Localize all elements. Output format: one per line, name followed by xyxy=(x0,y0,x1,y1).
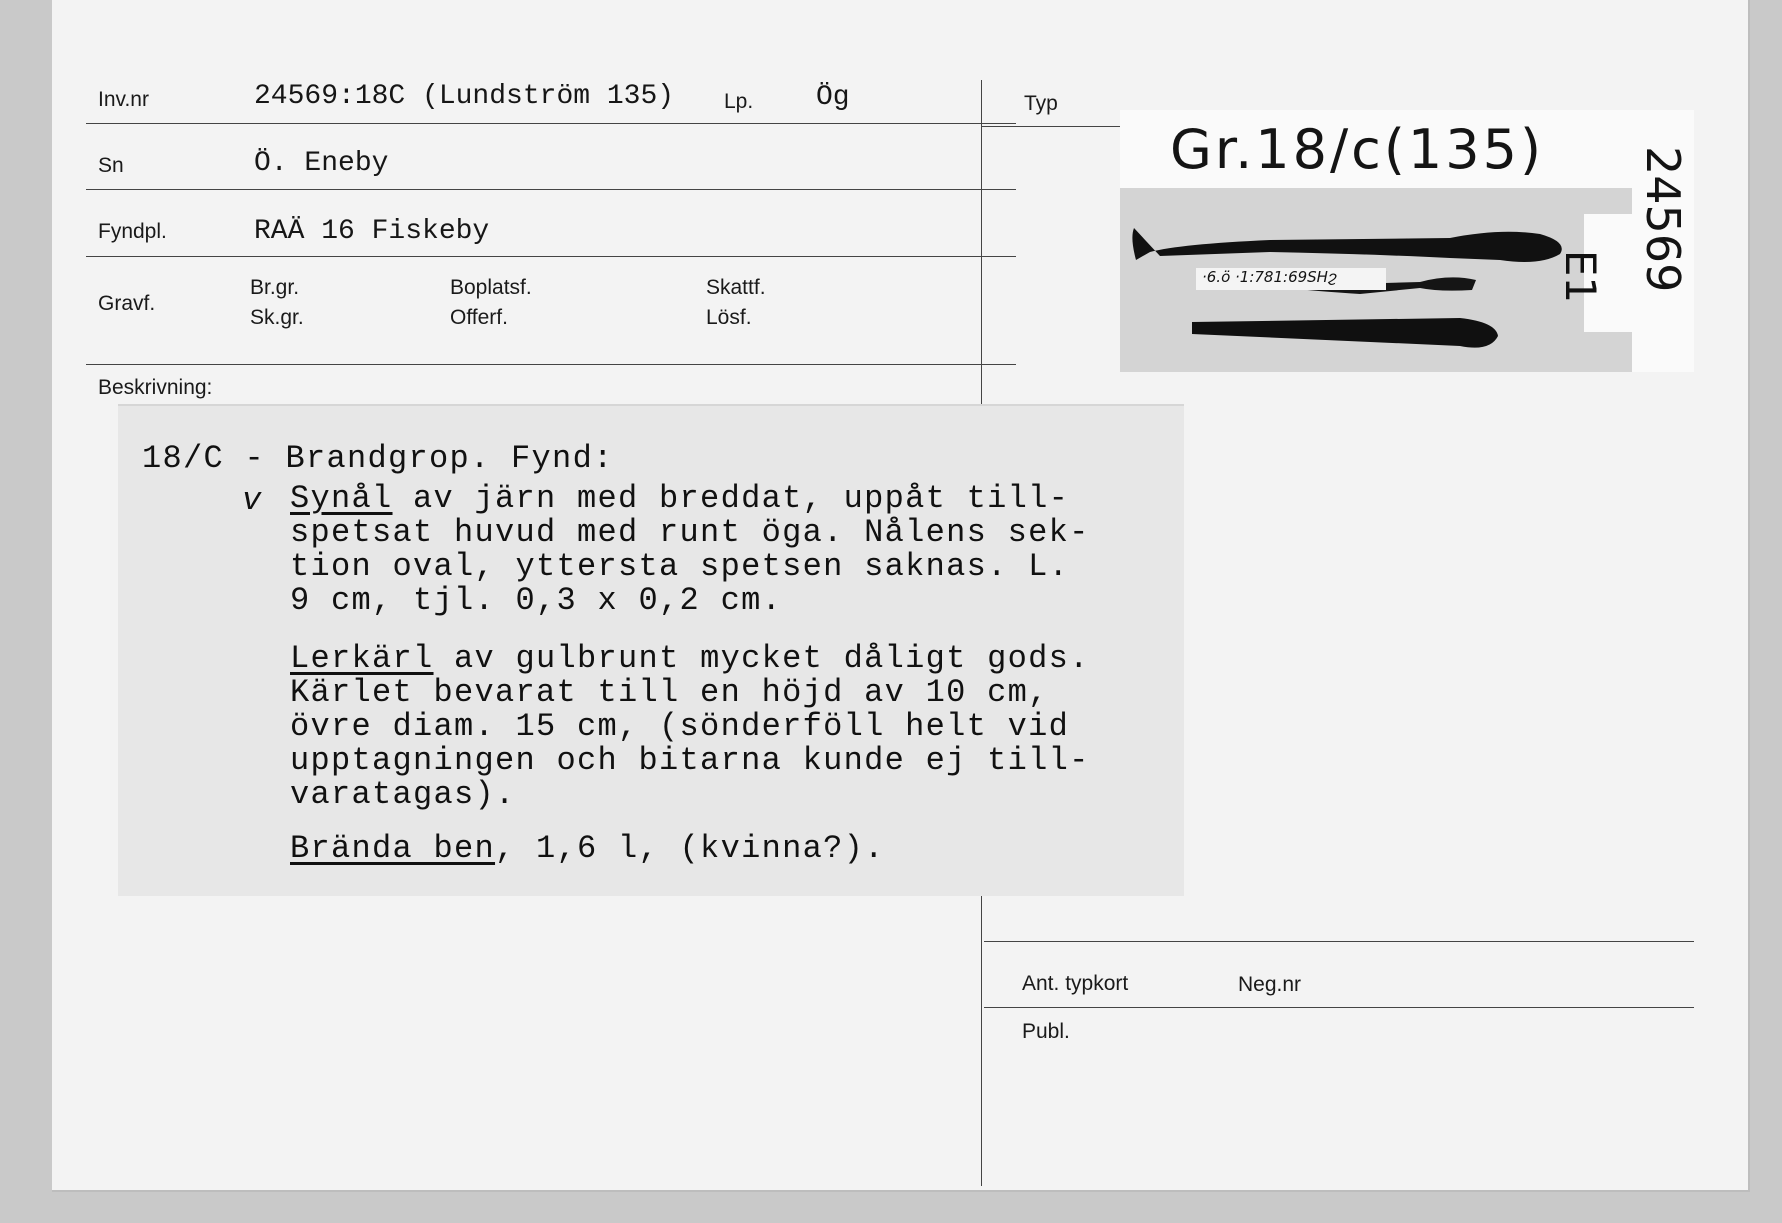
photo-side-number: 24569 xyxy=(1636,146,1690,293)
rule-fyndpl xyxy=(86,256,1016,257)
item-lerkarl-line1 xyxy=(290,640,1090,677)
offerf-label: Offerf. xyxy=(450,306,508,329)
item-synal-line1 xyxy=(290,480,1069,517)
beskrivning-label: Beskrivning: xyxy=(98,376,213,399)
ant-typkort-label: Ant. typkort xyxy=(1022,972,1129,995)
rule-footer-mid xyxy=(984,1007,1694,1008)
check-mark: v xyxy=(242,482,263,519)
rule-gravf xyxy=(86,364,1016,365)
photo-object-tag: ·6.ö ·1:781:69SHϩ xyxy=(1202,268,1338,286)
skattf-label: Skattf. xyxy=(706,276,766,299)
item-branda-ben-term: Brända ben xyxy=(290,830,496,867)
brgr-label: Br.gr. xyxy=(250,276,300,299)
typ-label: Typ xyxy=(1024,92,1058,115)
artifact-photo xyxy=(1120,110,1694,372)
item-branda-ben-text: , 1,6 l, (kvinna?). xyxy=(495,830,885,867)
item-lerkarl-line3: övre diam. 15 cm, (sönderföll helt vid xyxy=(290,708,1070,745)
item-branda-ben xyxy=(290,830,885,867)
item-synal-line3: tion oval, yttersta spetsen saknas. L. xyxy=(290,548,1070,585)
losf-label: Lösf. xyxy=(706,306,752,329)
boplatsf-label: Boplatsf. xyxy=(450,276,532,299)
gravf-label: Gravf. xyxy=(98,292,156,315)
item-lerkarl-line2: Kärlet bevarat till en höjd av 10 cm, xyxy=(290,674,1049,711)
publ-label: Publ. xyxy=(1022,1020,1070,1043)
needle-artifact-image xyxy=(1120,110,1584,372)
sn-label: Sn xyxy=(98,154,124,177)
photo-side-strip xyxy=(1632,110,1694,372)
inv-label: Inv.nr xyxy=(98,88,149,111)
catalog-card xyxy=(52,0,1750,1192)
photo-side-code: E1 xyxy=(1556,249,1606,304)
sn-value: Ö. Eneby xyxy=(254,148,389,179)
fyndpl-value: RAÄ 16 Fiskeby xyxy=(254,216,490,247)
rule-sn xyxy=(86,189,1016,190)
item-lerkarl-line5: varatagas). xyxy=(290,776,516,813)
description-slip xyxy=(118,404,1184,896)
rule-footer-top xyxy=(984,941,1694,942)
photo-code-strip xyxy=(1556,214,1632,332)
item-synal-line2: spetsat huvud med runt öga. Nålens sek- xyxy=(290,514,1090,551)
item-synal-term: Synål xyxy=(290,480,393,517)
item-lerkarl-line1-text: av gulbrunt mycket dåligt gods. xyxy=(433,640,1090,677)
skgr-label: Sk.gr. xyxy=(250,306,304,329)
item-lerkarl-line4: upptagningen och bitarna kunde ej till- xyxy=(290,742,1090,779)
inv-value: 24569:18C (Lundström 135) xyxy=(254,81,675,112)
fyndpl-label: Fyndpl. xyxy=(98,220,167,243)
negnr-label: Neg.nr xyxy=(1238,973,1302,996)
lp-value: Ög xyxy=(816,82,850,113)
lp-label: Lp. xyxy=(724,90,754,113)
item-lerkarl-term: Lerkärl xyxy=(290,640,434,677)
photo-label-text: Gr.18/c(135) xyxy=(1170,118,1545,181)
item-synal-line4: 9 cm, tjl. 0,3 x 0,2 cm. xyxy=(290,582,783,619)
description-heading: 18/C - Brandgrop. Fynd: xyxy=(142,440,614,477)
rule-inv xyxy=(86,123,1016,124)
item-synal-line1-text: av järn med breddat, uppåt till- xyxy=(392,480,1070,517)
